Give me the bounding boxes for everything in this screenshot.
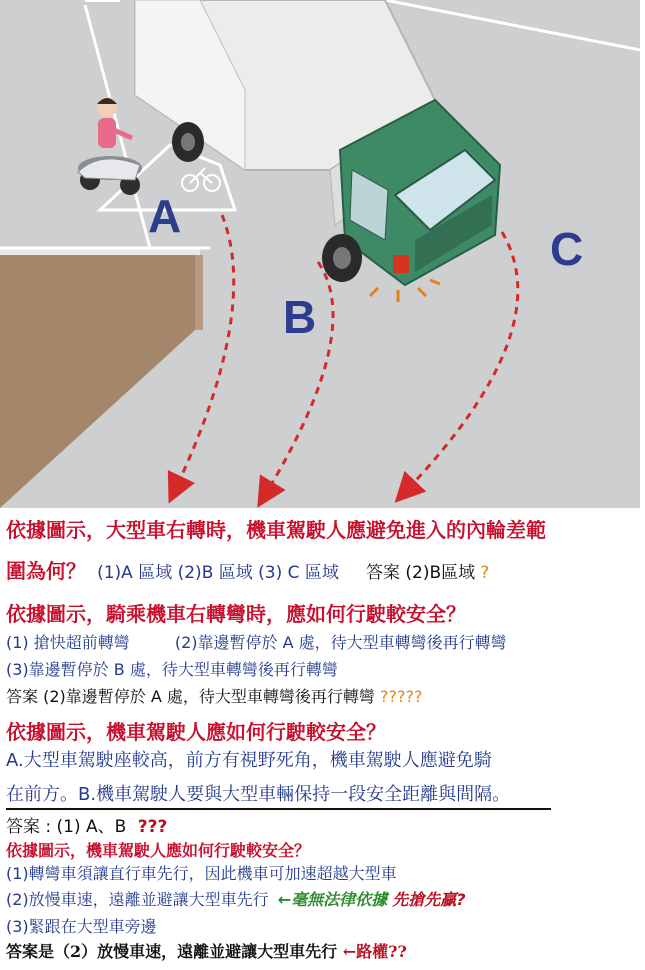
q2-option-2: (2)靠邊暫停於 A 處，待大型車轉彎後再行轉彎 — [174, 633, 507, 652]
q4-question: 依據圖示，機車駕駛人應如何行駛較安全？ — [6, 841, 311, 860]
q1-mark: ? — [480, 563, 490, 583]
q2-option-3: (3)靠邊暫停於 B 處，待大型車轉彎後再行轉彎 — [6, 660, 338, 679]
q4-answer: 答案是（2）放慢車速，遠離並避讓大型車先行 — [6, 942, 338, 961]
q2-option-1: (1) 搶快超前轉彎 — [6, 633, 130, 652]
q2-mark: ????? — [379, 687, 423, 706]
q4-option-3: (3)緊跟在大型車旁邊 — [6, 917, 157, 936]
q4-option-1: (1)轉彎車須讓直行車先行，因此機車可加速超越大型車 — [6, 864, 397, 883]
q3-line-b: 在前方。B.機車駕駛人要與大型車輛保持一段安全距離與間隔。 — [6, 784, 511, 805]
zone-label-b: B — [283, 291, 317, 343]
zone-label-a: A — [148, 190, 182, 242]
q3-mark: ??? — [137, 817, 168, 837]
q1-row — [6, 555, 489, 584]
q4-note: ←毫無法律依據 — [277, 890, 388, 909]
q1-question-line1: 依據圖示，大型車右轉時，機車駕駛人應避免進入的內輪差範 — [6, 518, 546, 542]
q2-answer-row — [6, 684, 422, 707]
q3-answer: 答案 : (1) A、B — [6, 817, 127, 837]
q4-answer-row — [6, 939, 407, 962]
q4-option-2-row — [6, 887, 466, 910]
q2-answer: 答案 (2)靠邊暫停於 A 處，待大型車轉彎後再行轉彎 — [6, 687, 375, 706]
divider — [6, 808, 551, 810]
zone-label-c: C — [550, 223, 584, 275]
q3-question: 依據圖示，機車駕駛人應如何行駛較安全？ — [6, 720, 386, 744]
q3-line-a: A.大型車駕駛座較高，前方有視野死角，機車駕駛人應避免騎 — [6, 750, 492, 771]
q1-answer: 答案 (2)B區域 — [366, 563, 476, 583]
q4-note-2: 先搶先贏? — [392, 890, 466, 909]
q3-answer-row — [6, 812, 167, 837]
q2-question: 依據圖示，騎乘機車右轉彎時，應如何行駛較安全？ — [6, 602, 466, 626]
q2-options-row — [6, 630, 507, 653]
q1-question-line2: 圍為何？ — [6, 559, 86, 583]
q4-option-2: (2)放慢車速，遠離並避讓大型車先行 — [6, 890, 269, 909]
q1-options: (1)A 區域 (2)B 區域 (3) C 區域 — [97, 563, 339, 583]
q4-answer-note: ←路權?? — [342, 942, 407, 961]
